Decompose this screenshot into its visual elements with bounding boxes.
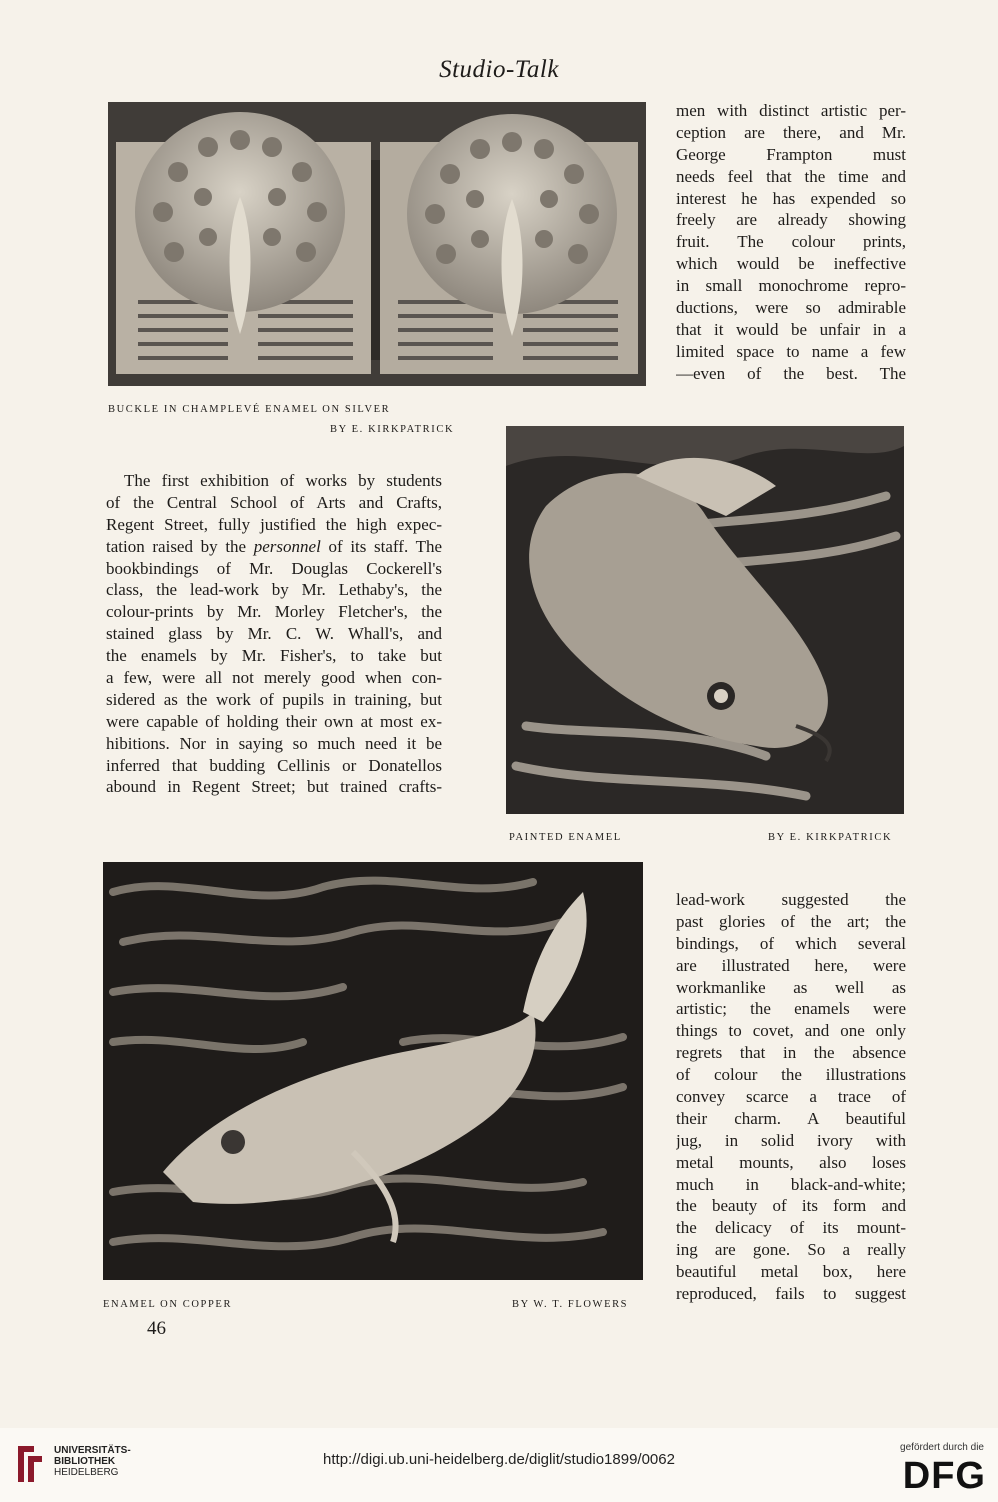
funded-by-label: gefördert durch die: [900, 1442, 984, 1453]
plate-painted-enamel-image: [506, 426, 904, 814]
text-line: —even of the best. The: [676, 363, 906, 383]
text-line: ing are gone. So a really: [676, 1240, 906, 1260]
text-line: The first exhibition of works by students: [124, 471, 442, 490]
text-line: of colour the illustrations: [676, 1065, 906, 1085]
text-line: class, the lead-work by Mr. Lethaby's, the: [106, 580, 442, 600]
text-column-bottom-right: [676, 889, 906, 1305]
text-line: lead-work suggested the: [676, 890, 906, 909]
library-name-line3: HEIDELBERG: [54, 1467, 119, 1478]
text-line: past glories of the art; the: [676, 911, 906, 931]
text-line: beautiful metal box, here: [676, 1262, 906, 1282]
text-line: hibitions. Nor in saying so much need it be: [106, 733, 442, 753]
text-line: George Frampton must: [676, 144, 906, 164]
text-line: workmanlike as well as: [676, 977, 906, 997]
copper-caption-title: ENAMEL ON COPPER: [103, 1299, 233, 1310]
text-line: ception are there, and Mr.: [676, 122, 906, 142]
copper-caption-artist: BY W. T. FLOWERS: [512, 1299, 629, 1310]
painted-enamel-caption-title: PAINTED ENAMEL: [509, 832, 622, 843]
text-line: which would be ineffective: [676, 254, 906, 274]
text-line: the enamels by Mr. Fisher's, to take but: [106, 646, 442, 666]
fish-eye: [221, 1130, 245, 1154]
text-line: the delicacy of its mount-: [676, 1218, 906, 1238]
library-name-line1: UNIVERSITÄTS-: [54, 1445, 131, 1456]
text-line: colour-prints by Mr. Morley Fletcher's, the: [106, 602, 442, 622]
library-name-line2: BIBLIOTHEK: [54, 1456, 116, 1467]
plate-buckle-image: [108, 102, 646, 386]
buckle-caption-line1: BUCKLE IN CHAMPLEVÉ ENAMEL ON SILVER: [108, 404, 391, 415]
text-line: convey scarce a trace of: [676, 1087, 906, 1107]
text-line: abound in Regent Street; but trained crafts-: [106, 777, 442, 797]
dfg-logo: DFG: [902, 1455, 986, 1497]
text-line: Regent Street, fully justified the high expec-: [106, 514, 442, 534]
buckle-caption-line2: BY E. KIRKPATRICK: [330, 424, 455, 435]
text-line: limited space to name a few: [676, 341, 906, 361]
text-line: reproduced, fails to suggest: [676, 1284, 906, 1304]
page-number: 46: [147, 1318, 166, 1339]
text-line: men with distinct artistic per-: [676, 101, 906, 120]
text-column-middle-left: [106, 470, 442, 798]
text-line: interest he has expended so: [676, 188, 906, 208]
text-line: regrets that in the absence: [676, 1043, 906, 1063]
text-column-top-right: [676, 100, 906, 385]
text-line: artistic; the enamels were: [676, 999, 906, 1019]
text-line: bindings, of which several: [676, 933, 906, 953]
text-line: fruit. The colour prints,: [676, 232, 906, 252]
text-line: inferred that budding Cellinis or Donatellos: [106, 755, 442, 775]
text-line: of the Central School of Arts and Crafts,: [106, 492, 442, 512]
text-line: bookbindings of Mr. Douglas Cockerell's: [106, 558, 442, 578]
text-line: in small monochrome repro-: [676, 276, 906, 296]
text-line: a few, were all not merely good when con-: [106, 668, 442, 688]
text-line: jug, in solid ivory with: [676, 1130, 906, 1150]
text-line: are illustrated here, were: [676, 955, 906, 975]
text-line: stained glass by Mr. C. W. Whall's, and: [106, 624, 442, 644]
text-line: sidered as the work of pupils in training, but: [106, 689, 442, 709]
text-line: were capable of holding their own at most ex-: [106, 711, 442, 731]
text-line: much in black-and-white;: [676, 1174, 906, 1194]
text-line: freely are already showing: [676, 210, 906, 230]
text-line: ductions, were so admirable: [676, 298, 906, 318]
text-line: that it would be unfair in a: [676, 319, 906, 339]
painted-enamel-caption-artist: BY E. KIRKPATRICK: [768, 832, 893, 843]
text-line: things to covet, and one only: [676, 1021, 906, 1041]
text-line: tation raised by the personnel of its staff. The: [106, 536, 442, 556]
plate-enamel-copper-image: [103, 862, 643, 1280]
running-title: Studio-Talk: [439, 56, 559, 83]
italic-word: personnel: [253, 536, 321, 556]
text-line: their charm. A beautiful: [676, 1108, 906, 1128]
source-url-link[interactable]: http://digi.ub.uni-heidelberg.de/diglit/studio1899/0062: [323, 1451, 675, 1468]
text-line: metal mounts, also loses: [676, 1152, 906, 1172]
text-line: needs feel that the time and: [676, 166, 906, 186]
text-line: the beauty of its form and: [676, 1196, 906, 1216]
